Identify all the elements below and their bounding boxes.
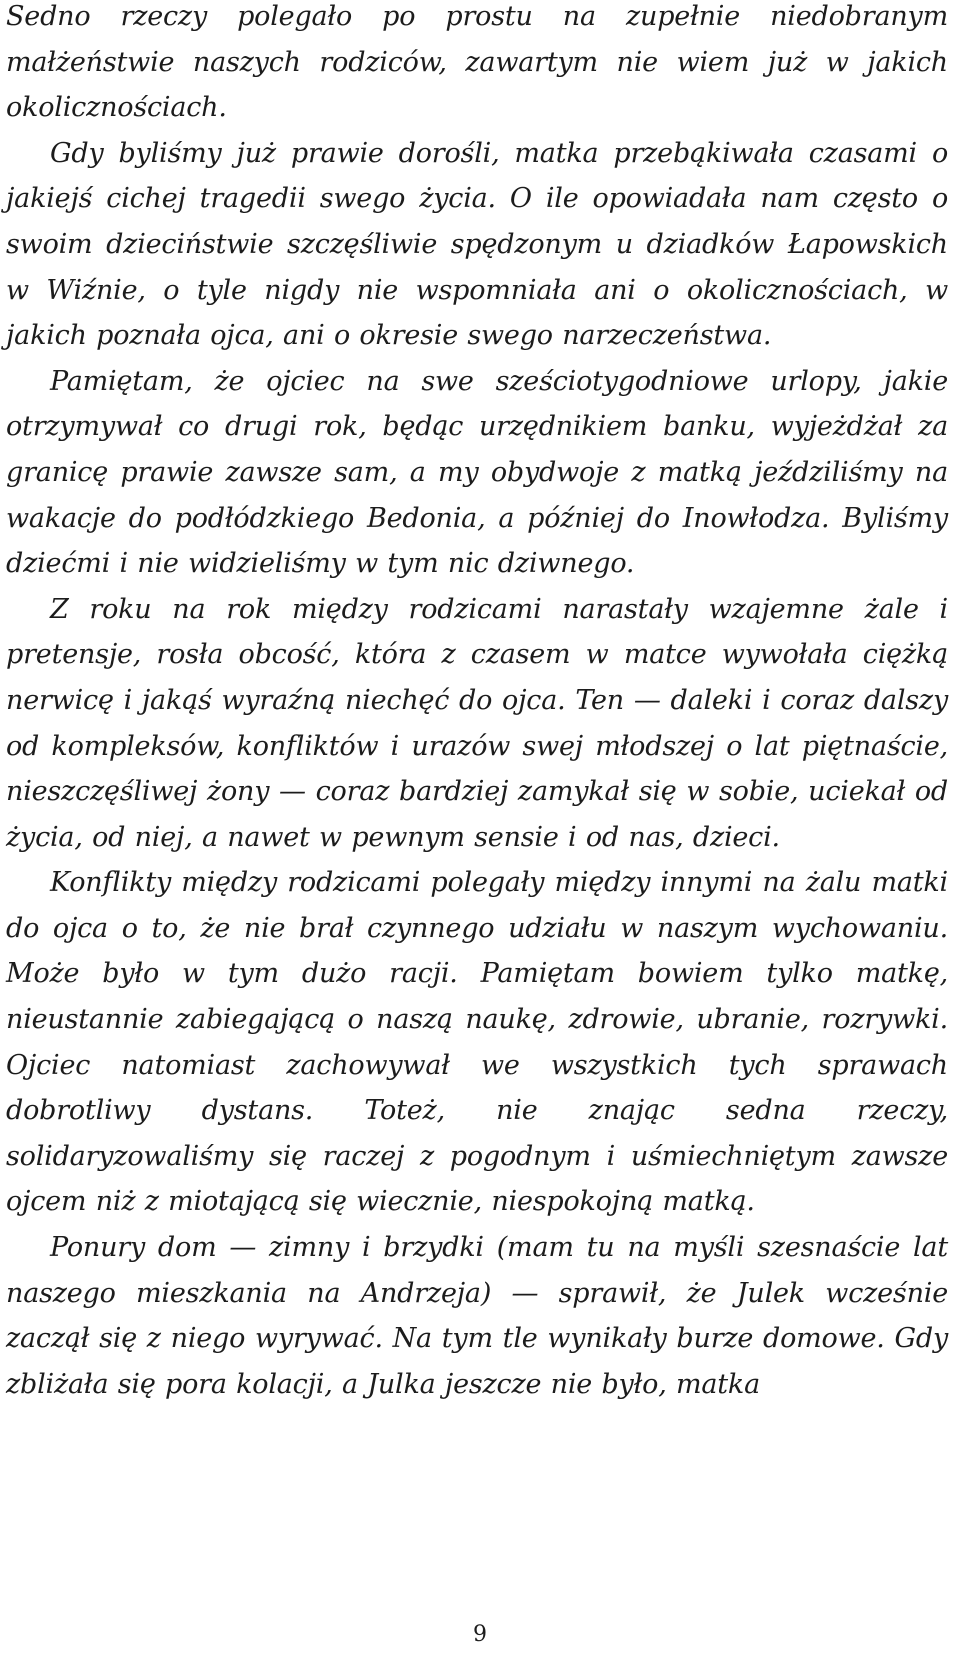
paragraph-1: Sedno rzeczy polegało po prostu na zupełnie niedobranym małżeństwie naszych rodziców, zawartym nie wiem już w jakich okolicznościach.	[6, 1, 948, 124]
paragraph-3: Pamiętam, że ojciec na swe sześciotygodniowe urlopy, jakie otrzymywał co drugi rok, będąc urzędnikiem banku, wyjeżdżał za granicę prawie zawsze sam, a my obydwoje z matką jeździliśmy na wakacje do podłódzkiego Bedonia, a później do Inowłodza. Byliśmy dziećmi i nie widzieliśmy w tym nic dziwnego.	[6, 365, 948, 580]
paragraph-2: Gdy byliśmy już prawie dorośli, matka przebąkiwała czasami o jakiejś cichej tragedii swego życia. O ile opowiadała nam często o swoim dzieciństwie szczęśliwie spędzonym u dziadków Łapowskich w Wiźnie, o tyle nigdy nie wspomniała ani o okolicznościach, w jakich poznała ojca, ani o okresie swego narzeczeństwa.	[6, 137, 948, 352]
page-body	[6, 0, 948, 1407]
page-number: 9	[473, 1622, 487, 1647]
paragraph-5: Konflikty między rodzicami polegały między innymi na żalu matki do ojca o to, że nie brał czynnego udziału w naszym wychowaniu. Może było w tym dużo racji. Pamiętam bowiem tylko matkę, nieustannie zabiegającą o naszą naukę, zdrowie, ubranie, rozrywki. Ojciec natomiast zachowywał we wszystkich tych sprawach dobrotliwy dystans. Toteż, nie znając sedna rzeczy, solidaryzowaliśmy się raczej z pogodnym i uśmiechniętym zawsze ojcem niż z miotającą się wiecznie, niespokojną matką.	[6, 867, 948, 1218]
paragraph-6: Ponury dom — zimny i brzydki (mam tu na myśli szesnaście lat naszego mieszkania na Andrzeja) — sprawił, że Julek wcześnie zaczął się z niego wyrywać. Na tym tle wynikały burze domowe. Gdy zbliżała się pora kolacji, a Julka jeszcze nie było, matka	[6, 1232, 948, 1400]
paragraph-4: Z roku na rok między rodzicami narastały wzajemne żale i pretensje, rosła obcość, która z czasem w matce wywołała ciężką nerwicę i jakąś wyraźną niechęć do ojca. Ten — daleki i coraz dalszy od kompleksów, konfliktów i urazów swej młodszej o lat piętnaście, nieszczęśliwej żony — coraz bardziej zamykał się w sobie, uciekał od życia, od niej, a nawet w pewnym sensie i od nas, dzieci.	[6, 593, 948, 853]
